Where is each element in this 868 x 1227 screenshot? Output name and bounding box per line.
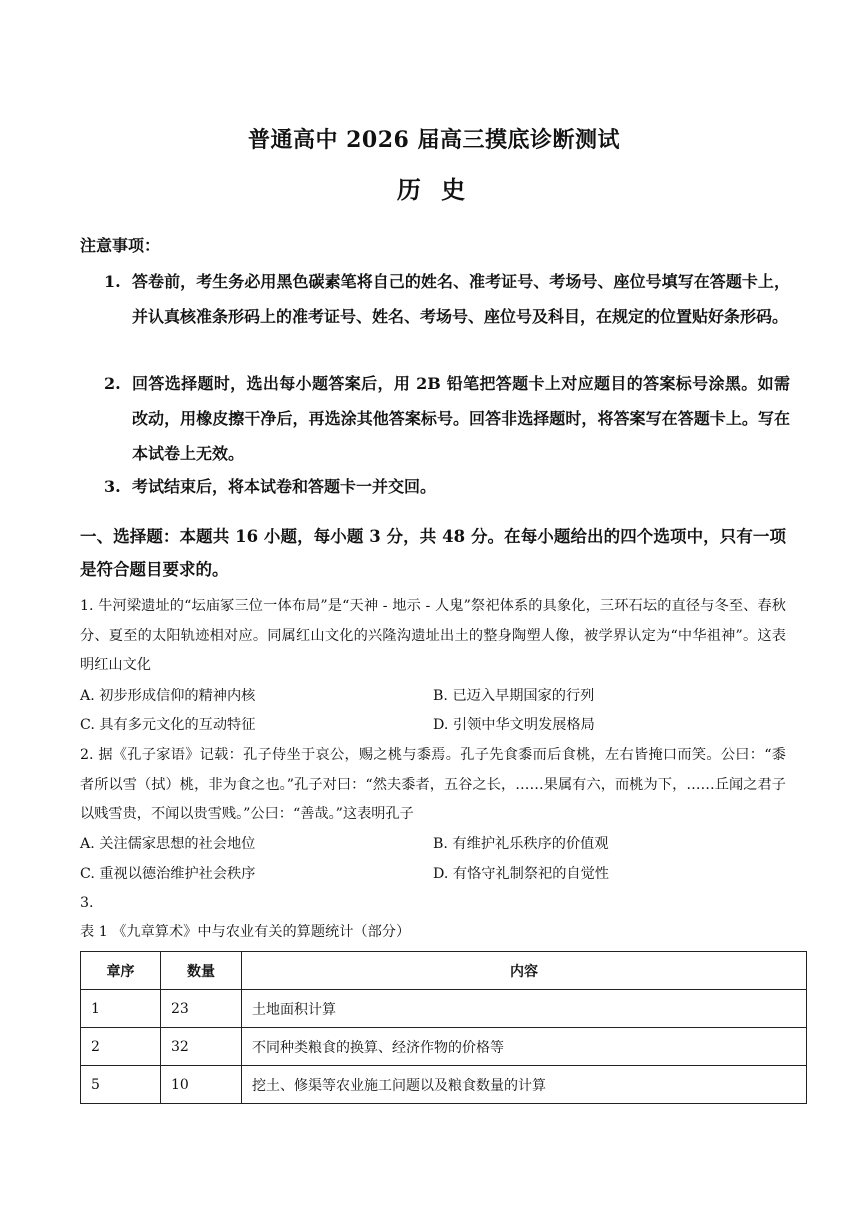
table-cell-count: 10 xyxy=(161,1066,242,1104)
notice-item-number: 2. xyxy=(104,374,121,393)
question-2-option-b: B. 有维护礼乐秩序的价值观 xyxy=(433,836,609,852)
table-cell-content: 土地面积计算 xyxy=(242,990,807,1028)
notice-item-text: 答卷前，考生务必用黑色碳素笔将自己的姓名、准考证号、考场号、座位号填写在答题卡上，并认真核准条形码上的准考证号、姓名、考场号、座位号及科目，在规定的位置贴好条形码。 xyxy=(132,272,790,326)
statistics-table xyxy=(80,951,807,1104)
table-caption: 表 1 《九章算术》中与农业有关的算题统计（部分） xyxy=(80,924,411,940)
table-row xyxy=(81,990,807,1028)
notice-item xyxy=(104,469,790,504)
question-1-option-c: C. 具有多元文化的互动特征 xyxy=(80,717,256,733)
subject-title: 历 史 xyxy=(396,175,472,204)
notice-item-number: 3. xyxy=(104,477,121,496)
question-2-stem: 2. 据《孔子家语》记载：孔子侍坐于哀公，赐之桃与黍焉。孔子先食黍而后食桃，左右皆掩口而笑。公曰：“黍者所以雪（拭）桃，非为食之也。”孔子对曰：“然夫黍者，五谷之长，……果属有六，而桃为下，……丘闻之君子以贱雪贵，不闻以贵雪贱。”公曰：“善哉。”这表明孔子 xyxy=(80,747,786,822)
table-cell-chapter: 1 xyxy=(81,990,161,1028)
question-3-stem: 3. xyxy=(80,895,94,911)
question-1-option-a: A. 初步形成信仰的精神内核 xyxy=(80,688,256,704)
table-cell-count: 32 xyxy=(161,1028,242,1066)
section-heading: 一、选择题：本题共 16 小题，每小题 3 分，共 48 分。在每小题给出的四个选项中，只有一项是符合题目要求的。 xyxy=(80,527,786,579)
notice-item xyxy=(104,366,790,471)
table-cell-chapter: 2 xyxy=(81,1028,161,1066)
question-1-option-d: D. 引领中华文明发展格局 xyxy=(433,717,595,733)
notice-item-text: 回答选择题时，选出每小题答案后，用 2B 铅笔把答题卡上对应题目的答案标号涂黑。如需改动，用橡皮擦干净后，再选涂其他答案标号。回答非选择题时，将答案写在答题卡上。写在本试卷上无效。 xyxy=(132,374,790,463)
table-header-content: 内容 xyxy=(242,952,807,990)
table-row xyxy=(81,1028,807,1066)
question-2-option-d: D. 有恪守礼制祭祀的自觉性 xyxy=(433,866,609,882)
notice-item-number: 1. xyxy=(104,272,121,291)
table-header-count: 数量 xyxy=(161,952,242,990)
table-row xyxy=(81,1066,807,1104)
question-2-option-a: A. 关注儒家思想的社会地位 xyxy=(80,836,256,852)
table-cell-content: 不同种类粮食的换算、经济作物的价格等 xyxy=(242,1028,807,1066)
table-cell-chapter: 5 xyxy=(81,1066,161,1104)
notice-item xyxy=(104,264,790,334)
question-2-option-c: C. 重视以德治维护社会秩序 xyxy=(80,866,256,882)
table-cell-content: 挖土、修渠等农业施工问题以及粮食数量的计算 xyxy=(242,1066,807,1104)
table-cell-count: 23 xyxy=(161,990,242,1028)
table-header-row xyxy=(81,952,807,990)
notice-heading: 注意事项： xyxy=(80,236,161,255)
question-1-option-b: B. 已迈入早期国家的行列 xyxy=(433,688,595,704)
table-header-chapter: 章序 xyxy=(81,952,161,990)
question-1-stem: 1. 牛河梁遗址的“坛庙冢三位一体布局”是“天神 - 地示 - 人鬼”祭祀体系的具象化，三环石坛的直径与冬至、春秋分、夏至的太阳轨迹相对应。同属红山文化的兴隆沟遗址出土的整身陶塑人像，被学界认定为“中华祖神”。这表明红山文化 xyxy=(80,598,786,673)
notice-item-text: 考试结束后，将本试卷和答题卡一并交回。 xyxy=(132,477,437,496)
exam-title: 普通高中 2026 届高三摸底诊断测试 xyxy=(247,127,621,153)
